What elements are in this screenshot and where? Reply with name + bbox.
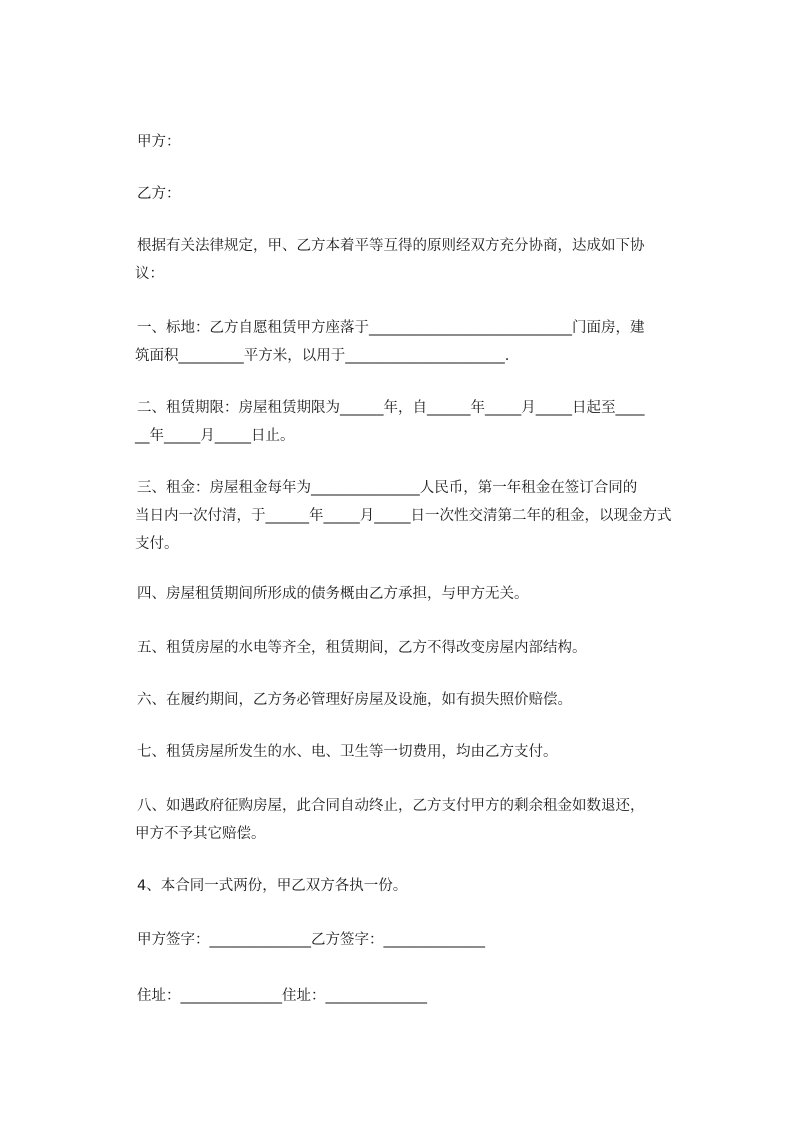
clause-6-maintenance (110, 686, 710, 714)
preamble-paragraph (110, 232, 710, 288)
clause-line: 四、房屋租赁期间所形成的债务概由乙方承担，与甲方无关。 (137, 586, 529, 602)
clause-1-subject (110, 314, 710, 370)
clause-line: 筑面积_________平方米，以用于______________________. (135, 348, 510, 364)
clause-4-debts (110, 580, 710, 608)
address-fields: 住址：______________住址：______________ (137, 988, 427, 1004)
clause-line: __年_____月_____日止。 (135, 428, 295, 444)
clause-line: 支付。 (135, 536, 179, 552)
signature-fields: 甲方签字：______________乙方签字：______________ (137, 932, 485, 948)
party-b-text: 乙方： (137, 186, 181, 202)
clause-line: 一、标地：乙方自愿租赁甲方座落于____________________________门面房，建 (137, 320, 645, 336)
clause-line: 甲方不予其它赔偿。 (135, 826, 266, 842)
clause-line: 八、如遇政府征购房屋，此合同自动终止，乙方支付甲方的剩余租金如数退还， (137, 798, 645, 814)
signature-line (110, 926, 710, 954)
clause-copies (110, 872, 710, 900)
clause-line: 二、租赁期限：房屋租赁期限为______年，自______年_____月_____日起至____ (137, 400, 645, 416)
party-a-label (110, 128, 710, 156)
clause-line: 六、在履约期间，乙方务必管理好房屋及设施，如有损失照价赔偿。 (137, 692, 572, 708)
clause-3-rent (110, 474, 710, 558)
clause-7-utilities (110, 738, 710, 766)
clause-8-termination (110, 792, 710, 848)
address-line (110, 982, 710, 1010)
clause-line: 当日内一次付清，于______年_____月_____日一次性交清第二年的租金，以现金方式 (135, 508, 672, 524)
clause-line: 五、租赁房屋的水电等齐全，租赁期间，乙方不得改变房屋内部结构。 (137, 640, 587, 656)
clause-line: 七、租赁房屋所发生的水、电、卫生等一切费用，均由乙方支付。 (137, 744, 558, 760)
preamble-line: 议： (135, 266, 164, 282)
clause-line: 4、本合同一式两份，甲乙双方各执一份。 (137, 878, 408, 894)
party-b-label (110, 180, 710, 208)
clause-line: 三、租金：房屋租金每年为_______________人民币，第一年租金在签订合同的 (137, 480, 638, 496)
preamble-line: 根据有关法律规定，甲、乙方本着平等互得的原则经双方充分协商，达成如下协 (137, 238, 645, 254)
party-a-text: 甲方： (137, 134, 181, 150)
clause-2-lease-term (110, 394, 710, 450)
clause-5-structure (110, 634, 710, 662)
